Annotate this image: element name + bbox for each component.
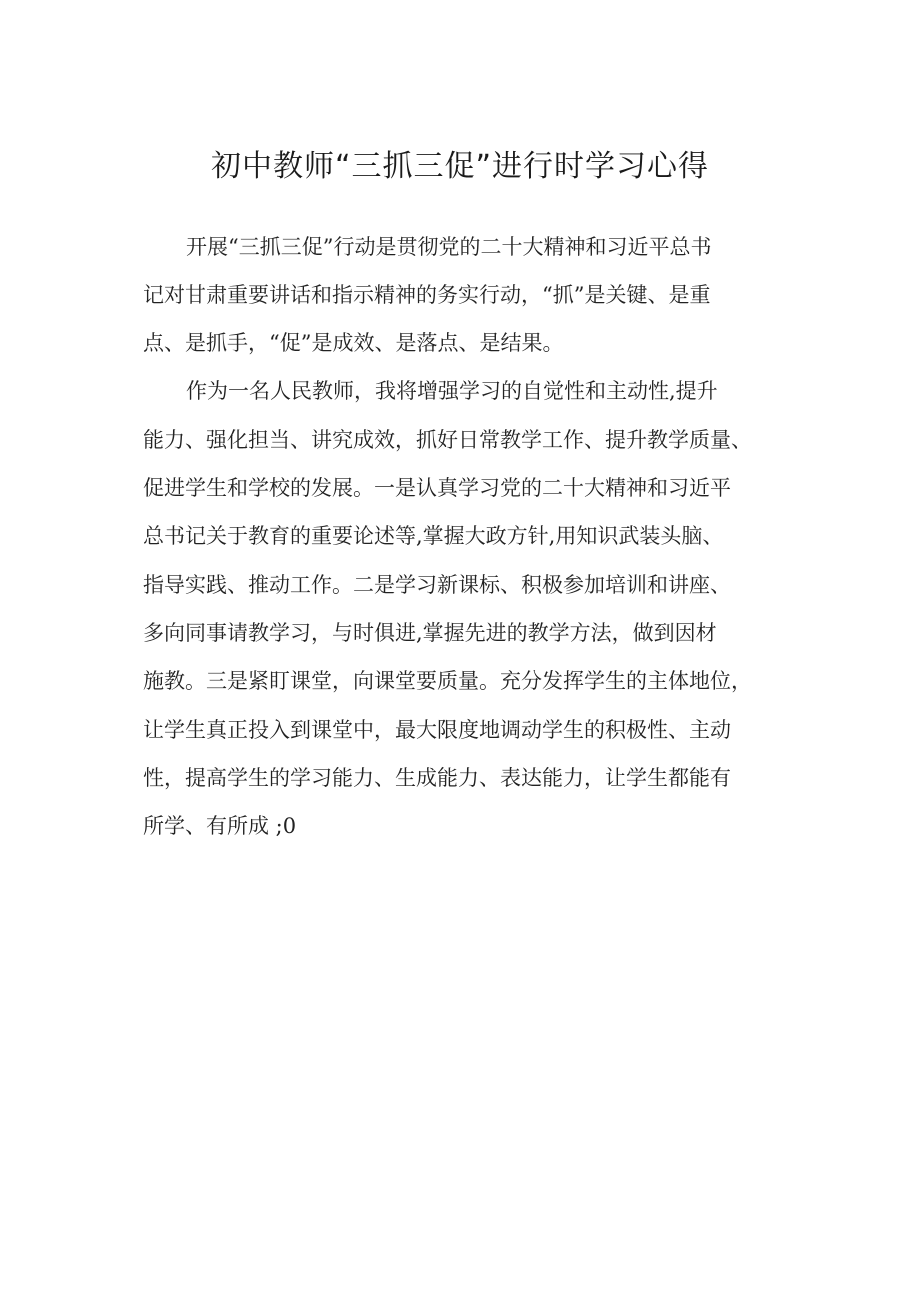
paragraph-line: 能力、强化担当、讲究成效，抓好日常教学工作、提升教学质量、 xyxy=(143,428,752,452)
paragraph-line: 多向同事请教学习，与时俱进,掌握先进的教学方法，做到因材 xyxy=(143,621,717,645)
paragraph-line: 指导实践、推动工作。二是学习新课标、积极参加培训和讲座、 xyxy=(143,573,731,597)
paragraph-line: 让学生真正投入到课堂中，最大限度地调动学生的积极性、主动 xyxy=(143,718,731,742)
paragraph-line: 促进学生和学校的发展。一是认真学习党的二十大精神和习近平 xyxy=(143,476,731,500)
paragraph-line: 开展“三抓三促”行动是贯彻党的二十大精神和习近平总书 xyxy=(186,235,712,259)
paragraph-line: 总书记关于教育的重要论述等,掌握大政方针,用知识武装头脑、 xyxy=(143,524,724,548)
paragraph-line: 记对甘肃重要讲话和指示精神的务实行动，“抓”是关键、是重 xyxy=(143,283,711,307)
paragraph-line: 点、是抓手，“促”是成效、是落点、是结果。 xyxy=(143,331,564,355)
document-title: 初中教师“三抓三促”进行时学习心得 xyxy=(210,149,710,184)
paragraph-line: 作为一名人民教师，我将增强学习的自觉性和主动性,提升 xyxy=(186,379,718,403)
paragraph-line: 施教。三是紧盯课堂，向课堂要质量。充分发挥学生的主体地位， xyxy=(143,669,752,693)
paragraph-line: 所学、有所成 ;0 xyxy=(143,814,297,838)
paragraph-line: 性，提高学生的学习能力、生成能力、表达能力，让学生都能有 xyxy=(143,766,731,790)
